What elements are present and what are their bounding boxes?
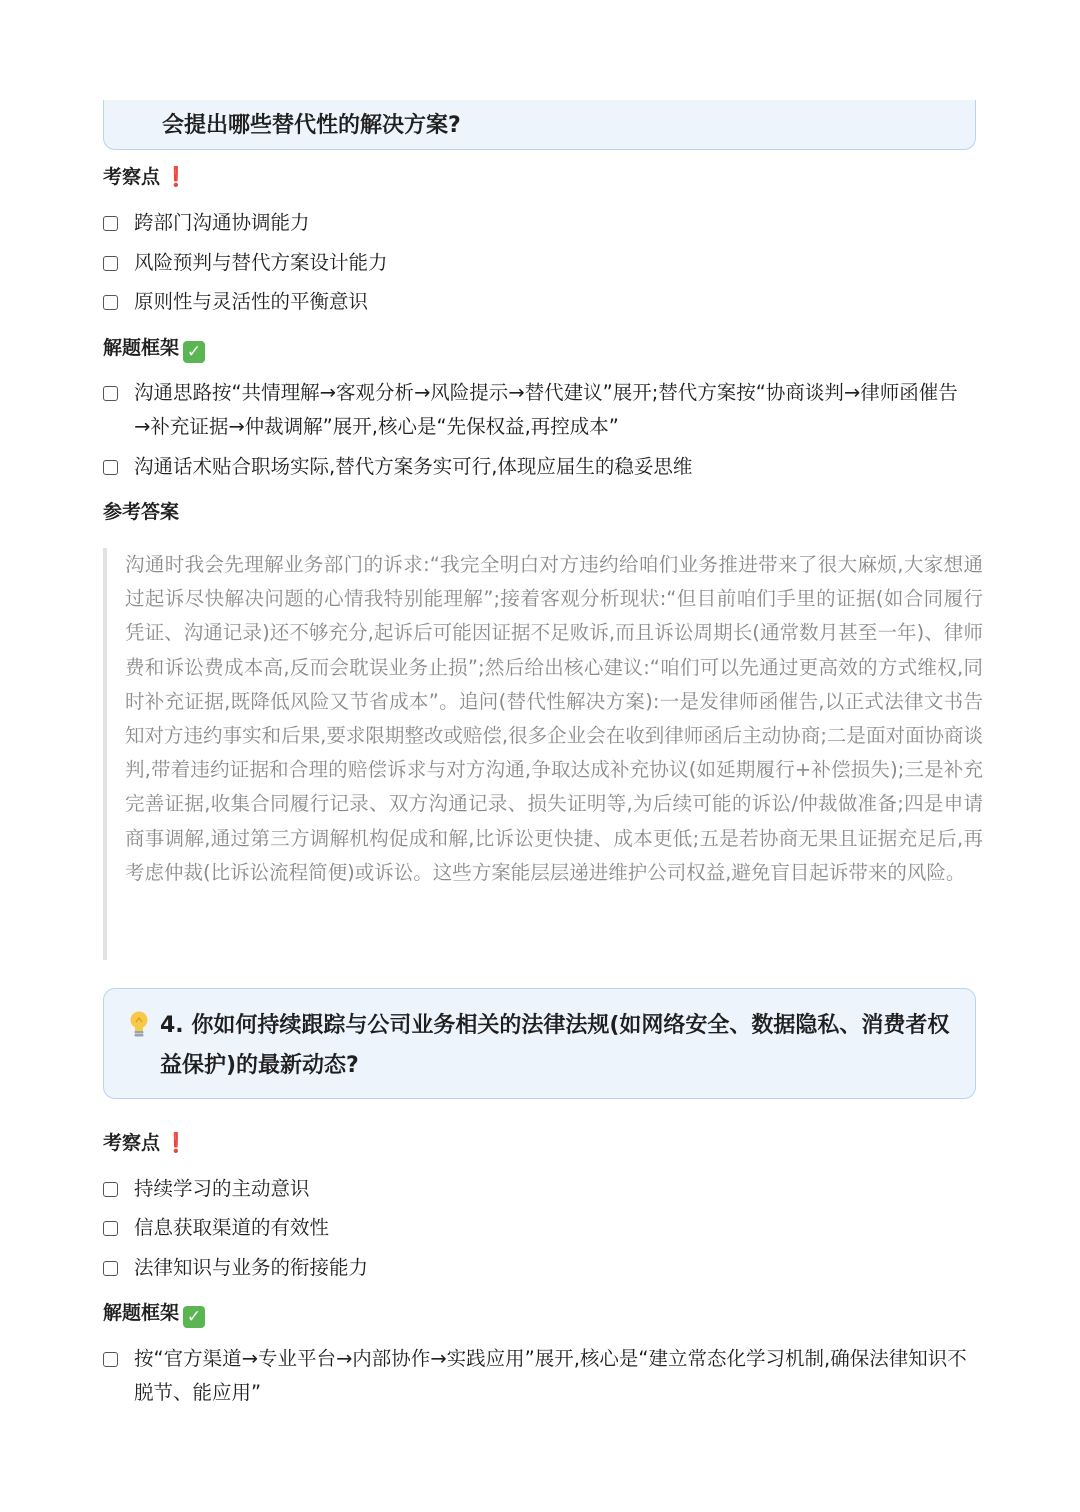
checkbox-icon[interactable] — [103, 1182, 118, 1197]
checkbox-icon[interactable] — [103, 1352, 118, 1367]
question-4-text: 4. 你如何持续跟踪与公司业务相关的法律法规(如网络安全、数据隐私、消费者权益保护)的最新动态? — [160, 1013, 950, 1078]
framework-title — [103, 1299, 205, 1328]
checkbox-icon[interactable] — [103, 1221, 118, 1236]
exam-points-title — [103, 1129, 188, 1157]
framework-label: 解题框架 — [103, 1302, 180, 1324]
question-box-4 — [103, 988, 976, 1099]
checkbox-icon[interactable] — [103, 256, 118, 271]
light-bulb-icon — [126, 1009, 152, 1043]
answer-blockquote — [103, 548, 983, 960]
list-item: 按“官方渠道→专业平台→内部协作→实践应用”展开,核心是“建立常态化学习机制,确保法律知识不脱节、能应用” — [103, 1342, 973, 1410]
answer-title: 参考答案 — [103, 501, 180, 523]
answer-text: 沟通时我会先理解业务部门的诉求:“我完全明白对方违约给咱们业务推进带来了很大麻烦,大家想通过起诉尽快解决问题的心情我特别能理解”;接着客观分析现状:“但目前咱们手里的证据(如合同履行凭证、沟通记录)还不够充分,起诉后可能因证据不足败诉,而且诉讼周期长(通常数月甚至一年)、律师费和诉讼费成本高,反而会耽误业务止损”;然后给出核心建议:“咱们可以先通过更高效的方式维权,同时补充证据,既降低风险又节省成本”。追问(替代性解决方案):一是发律师函催告,以正式法律文书告知对方违约事实和后果,要求限期整改或赔偿,很多企业会在收到律师函后主动协商;二是面对面协商谈判,带着违约证据和合理的赔偿诉求与对方沟通,争取达成补充协议(如延期履行+补偿损失);三是补充完善证据,收集合同履行记录、双方沟通记录、损失证明等,为后续可能的诉讼/仲裁做准备;四是申请商事调解,通过第三方调解机构促成和解,比诉讼更快捷、成本更低;五是若协商无果且证据充足后,再考虑仲裁(比诉讼流程简便)或诉讼。这些方案能层层递进维护公司权益,避免盲目起诉带来的风险。 — [125, 553, 983, 884]
green-check-icon: ✓ — [183, 341, 205, 363]
list-item: 风险预判与替代方案设计能力 — [103, 246, 973, 280]
list-item: 法律知识与业务的衔接能力 — [103, 1251, 973, 1285]
red-exclamation-icon: ❗ — [164, 166, 188, 188]
exam-points-label: 考察点 — [103, 1132, 161, 1154]
list-item: 持续学习的主动意识 — [103, 1172, 973, 1206]
checkbox-icon[interactable] — [103, 460, 118, 475]
list-item: 沟通思路按“共情理解→客观分析→风险提示→替代建议”展开;替代方案按“协商谈判→律师函催告→补充证据→仲裁调解”展开,核心是“先保权益,再控成本” — [103, 376, 973, 444]
list-item: 沟通话术贴合职场实际,替代方案务实可行,体现应届生的稳妥思维 — [103, 450, 973, 484]
checkbox-icon[interactable] — [103, 295, 118, 310]
green-check-icon: ✓ — [183, 1306, 205, 1328]
framework-title — [103, 334, 205, 363]
checkbox-icon[interactable] — [103, 386, 118, 401]
list-item: 原则性与灵活性的平衡意识 — [103, 285, 973, 319]
exam-points-title — [103, 163, 188, 191]
list-item: 跨部门沟通协调能力 — [103, 206, 973, 240]
red-exclamation-icon: ❗ — [164, 1132, 188, 1154]
question-3-text: 会提出哪些替代性的解决方案? — [162, 113, 461, 138]
checkbox-icon[interactable] — [103, 216, 118, 231]
exam-points-label: 考察点 — [103, 166, 161, 188]
checkbox-icon[interactable] — [103, 1261, 118, 1276]
question-box-3 — [103, 100, 976, 150]
list-item: 信息获取渠道的有效性 — [103, 1211, 973, 1245]
framework-label: 解题框架 — [103, 337, 180, 359]
